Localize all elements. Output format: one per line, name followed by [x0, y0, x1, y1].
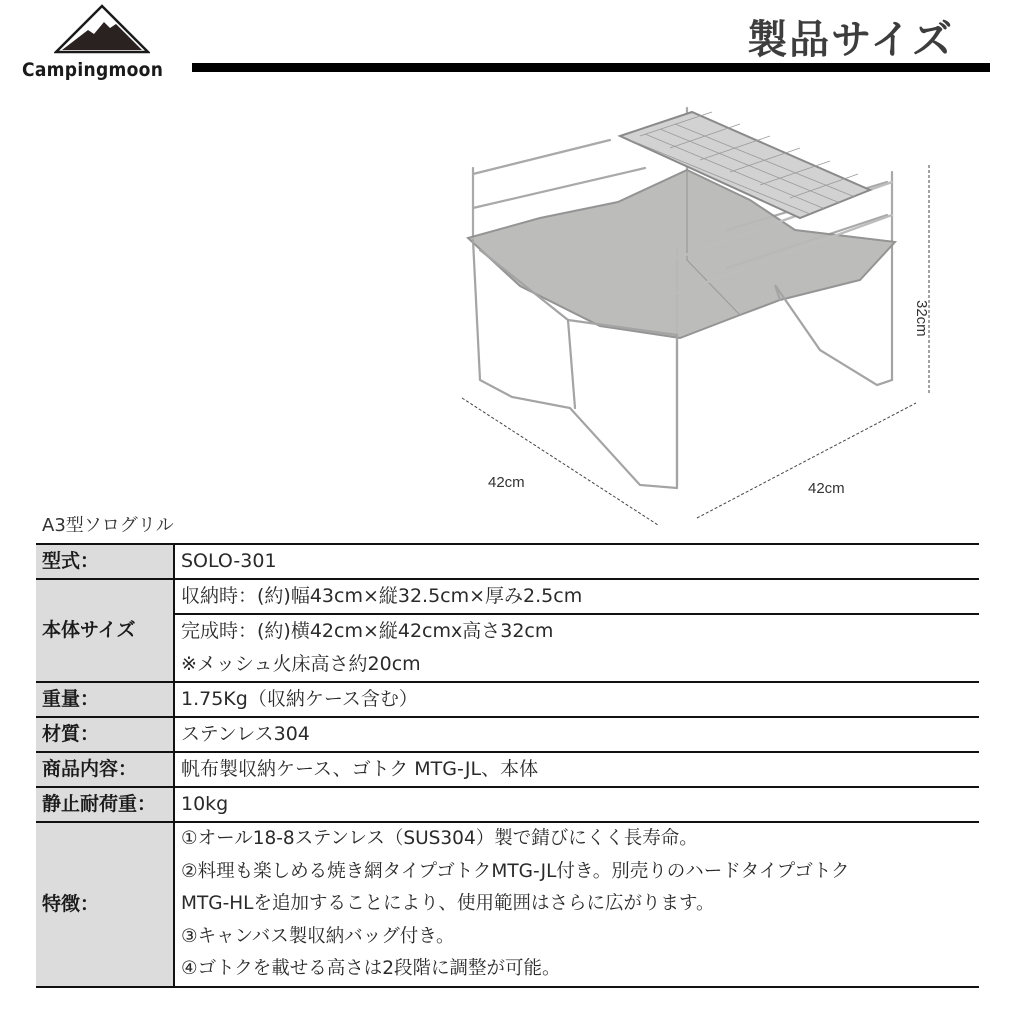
brand-logo — [22, 4, 182, 84]
size-assembled: 完成時：(約)横42cm×縦42cmx高さ32cm — [181, 620, 554, 642]
table-row — [36, 682, 979, 717]
spec-label-load: 静止耐荷重： — [36, 787, 174, 822]
feature-line: ④ゴトクを載せる高さは2段階に調整が可能。 — [181, 958, 561, 979]
feature-line: ②料理も楽しめる焼き網タイプゴトクMTG-JL付き。別売りのハードタイプゴトク — [181, 860, 850, 882]
spec-label-contents: 商品内容： — [36, 752, 174, 787]
spec-value-load: 10kg — [174, 787, 979, 822]
table-row — [36, 579, 979, 682]
spec-value-features — [174, 822, 979, 987]
feature-line: ③キャンバス製収納バッグ付き。 — [181, 925, 455, 947]
table-row — [36, 822, 979, 987]
width-dimension-label: 42cm — [808, 480, 845, 497]
height-dimension-label: 32cm — [913, 300, 930, 337]
depth-dimension-label: 42cm — [488, 474, 525, 491]
product-figure — [440, 90, 1000, 530]
spec-label-material: 材質： — [36, 717, 174, 752]
spec-label-features: 特徴： — [36, 822, 174, 987]
table-row — [36, 717, 979, 752]
spec-value-model: SOLO-301 — [174, 544, 979, 579]
spec-value-material: ステンレス304 — [174, 717, 979, 752]
table-row — [36, 752, 979, 787]
table-row — [36, 544, 979, 579]
spec-table — [36, 543, 979, 988]
mountain-icon — [54, 4, 150, 54]
spec-value-contents: 帆布製収納ケース、ゴトク MTG-JL、本体 — [174, 752, 979, 787]
page-title: 製品サイズ — [747, 17, 954, 63]
feature-line: ①オール18-8ステンレス（SUS304）製で錆びにくく長寿命。 — [181, 828, 698, 849]
spec-label-size: 本体サイズ — [36, 579, 174, 682]
brand-name: Campingmoon — [22, 59, 164, 81]
feature-line: MTG-HLを追加することにより、使用範囲はさらに広がります。 — [181, 893, 715, 914]
size-stored: 収納時：(約)幅43cm×縦32.5cm×厚み2.5cm — [175, 580, 979, 615]
spec-value-weight: 1.75Kg（収納ケース含む） — [174, 682, 979, 717]
product-name: A3型ソログリル — [42, 515, 174, 536]
size-note: ※メッシュ火床高さ約20cm — [181, 653, 421, 675]
table-row — [36, 787, 979, 822]
spec-label-weight: 重量： — [36, 682, 174, 717]
spec-label-model: 型式： — [36, 544, 174, 579]
spec-value-size — [174, 579, 979, 682]
